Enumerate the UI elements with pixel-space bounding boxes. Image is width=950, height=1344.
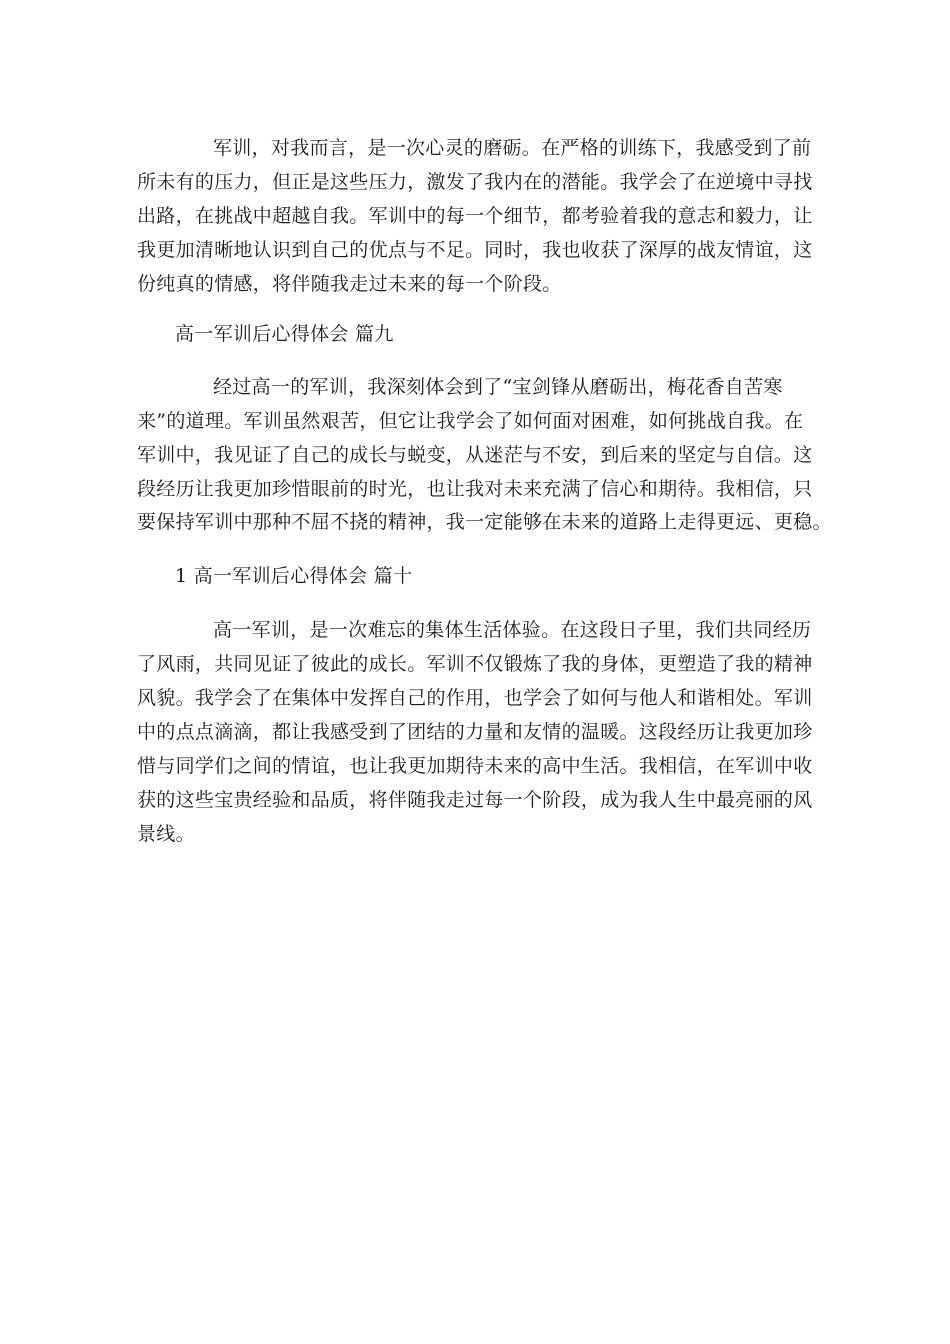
section-heading-10: 1 高一军训后心得体会 篇十 [175, 565, 413, 587]
paragraph-line: 经过高一的军训，我深刻体会到了“宝剑锋从磨砺出，梅花香自苦寒 [213, 376, 783, 398]
section-heading-9: 高一军训后心得体会 篇九 [175, 323, 394, 345]
paragraph-line: 来”的道理。军训虽然艰苦，但它让我学会了如何面对困难，如何挑战自我。在 [137, 410, 804, 432]
paragraph-line: 中的点点滴滴，都让我感受到了团结的力量和友情的温暖。这段经历让我更加珍 [137, 721, 813, 743]
paragraph-line: 高一军训，是一次难忘的集体生活体验。在这段日子里，我们共同经历 [213, 619, 812, 641]
paragraph-line: 景线。 [137, 823, 195, 845]
paragraph-line: 惜与同学们之间的情谊，也让我更加期待未来的高中生活。我相信，在军训中收 [137, 755, 813, 777]
paragraph-line: 获的这些宝贵经验和品质，将伴随我走过每一个阶段，成为我人生中最亮丽的风 [137, 789, 813, 811]
paragraph-line: 军训中，我见证了自己的成长与蜕变，从迷茫与不安，到后来的坚定与自信。这 [137, 444, 813, 466]
paragraph-line: 所未有的压力，但正是这些压力，激发了我内在的潜能。我学会了在逆境中寻找 [137, 171, 813, 193]
paragraph-line: 了风雨，共同见证了彼此的成长。军训不仅锻炼了我的身体，更塑造了我的精神 [137, 653, 813, 675]
paragraph-line: 要保持军训中那种不屈不挠的精神，我一定能够在未来的道路上走得更远、更稳。 [137, 511, 832, 533]
paragraph-line: 份纯真的情感，将伴随我走过未来的每一个阶段。 [137, 273, 562, 295]
paragraph-line: 段经历让我更加珍惜眼前的时光，也让我对未来充满了信心和期待。我相信，只 [137, 478, 813, 500]
paragraph-line: 出路，在挑战中超越自我。军训中的每一个细节，都考验着我的意志和毅力，让 [137, 205, 813, 227]
paragraph-line: 风貌。我学会了在集体中发挥自己的作用，也学会了如何与他人和谐相处。军训 [137, 687, 813, 709]
paragraph-line: 我更加清晰地认识到自己的优点与不足。同时，我也收获了深厚的战友情谊，这 [137, 239, 813, 261]
paragraph-line: 军训，对我而言，是一次心灵的磨砺。在严格的训练下，我感受到了前 [213, 137, 812, 159]
